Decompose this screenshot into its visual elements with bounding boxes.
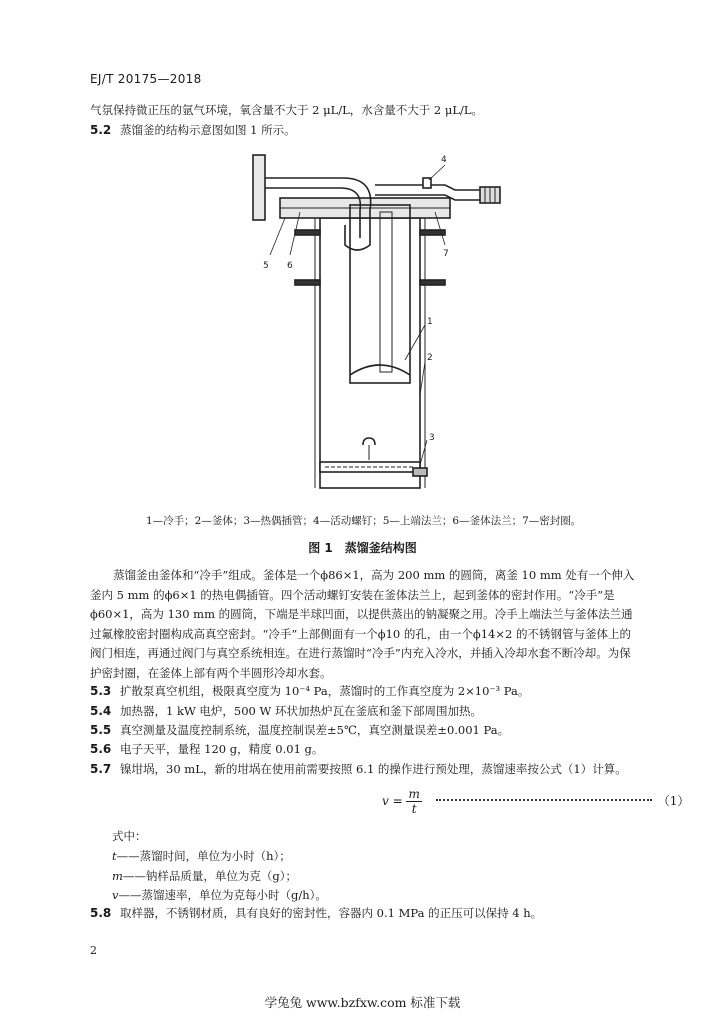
body-paragraph: 蒸馏釜由釜体和“冷手”组成。釜体是一个ϕ86×1，高为 200 mm 的圆筒，离釜 10 mm 处有一个伸入釜内 5 mm 的ϕ6×1 的热电偶插管。四个活动螺钉安装在釜体法兰上，起到釜体的密封作用。“冷手”是ϕ60×1，高为 130 mm 的圆筒，下端是半球凹面，以提供蒸出的钠凝聚之用。冷手上端法兰与釜体法兰通过氟橡胶密封圈构成高真空密封。“冷手”上部侧面有一个ϕ10 的孔，由一个ϕ14×2 的不锈钢管与釜体上的阀门相连，再通过阀门与真空系统相连。在进行蒸馏时“冷手”内充入冷水，并插入冷却水套不断冷却。为保护密封圈，在釜体上部有两个半圆形冷却水套。: [90, 568, 635, 680]
definition-m: [112, 866, 297, 886]
callout-4: 4: [441, 155, 447, 165]
callout-6: 6: [287, 261, 293, 271]
section-text: 蒸馏釜的结构示意图如图 1 所示。: [120, 123, 296, 137]
section-5-5: [90, 722, 650, 738]
section-text: 加热器，1 kW 电炉，500 W 环状加热炉瓦在釜底和釜下部周围加热。: [120, 704, 482, 718]
formula-lhs: v: [382, 794, 389, 808]
upper-flange: [253, 155, 265, 220]
still-structure-diagram: [245, 150, 510, 510]
callout-5: 5: [263, 261, 269, 271]
definition-text: ——蒸馏速率，单位为克每小时（g/h）。: [118, 888, 327, 902]
formula-denominator: t: [411, 802, 417, 816]
section-text: 取样器，不锈钢材质，具有良好的密封性，容器内 0.1 MPa 的正压可以保持 4 h。: [120, 906, 543, 920]
symbol: m: [112, 869, 123, 883]
callout-3: 3: [429, 433, 435, 443]
section-number: 5.8: [90, 906, 112, 920]
section-5-6: [90, 741, 650, 757]
definition-text: ——蒸馏时间，单位为小时（h）；: [116, 849, 291, 863]
section-5-2: [90, 120, 296, 140]
intro-line: 气氛保持微正压的氩气环境，氧含量不大于 2 μL/L，水含量不大于 2 μL/L。: [90, 103, 483, 117]
section-number: 5.6: [90, 742, 112, 756]
callout-1: 1: [427, 317, 433, 327]
definition-t: [112, 846, 291, 866]
section-5-4: [90, 703, 650, 719]
section-text: 电子天平，量程 120 g，精度 0.01 g。: [120, 742, 324, 756]
section-number: 5.3: [90, 684, 112, 698]
definition-v: [112, 885, 327, 905]
callout-2: 2: [427, 353, 433, 363]
symbol: v: [112, 888, 119, 902]
figure-caption: 1—冷手；2—釜体；3—热偶插管；4—活动螺钉；5—上端法兰；6—釜体法兰；7—密封圈。: [146, 515, 582, 527]
section-text: 真空测量及温度控制系统，温度控制误差±5℃，真空测量误差±0.001 Pa。: [120, 723, 510, 737]
section-text: 镍坩埚，30 mL，新的坩埚在使用前需要按照 6.1 的操作进行预处理，蒸馏速率按公式（1）计算。: [120, 762, 627, 776]
definition-text: ——钠样品质量，单位为克（g）；: [122, 869, 298, 883]
footer-watermark: 学兔兔 www.bzfxw.com 标准下载: [264, 995, 461, 1010]
section-number: 5.4: [90, 704, 112, 718]
document-header: EJ/T 20175—2018: [90, 72, 202, 86]
equation-number: （1）: [657, 794, 690, 808]
page-number: 2: [90, 944, 97, 957]
section-number: 5.5: [90, 723, 112, 737]
section-5-3: [90, 683, 650, 699]
section-5-7: [90, 761, 650, 777]
section-text: 扩散泵真空机组，极限真空度为 10⁻⁴ Pa，蒸馏时的工作真空度为 2×10⁻³ Pa。: [120, 684, 530, 698]
section-number: 5.2: [90, 123, 112, 137]
formula: v = $\frac{m}{t}$ （1）: [382, 787, 690, 816]
formula-numerator: m: [408, 787, 420, 801]
section-5-8: [90, 905, 650, 921]
section-number: 5.7: [90, 762, 112, 776]
symbol: t: [112, 849, 117, 863]
callout-7: 7: [443, 249, 449, 259]
vessel-body: [320, 218, 420, 488]
where-label: 式中：: [112, 829, 147, 843]
figure-title: 图 1 蒸馏釜结构图: [308, 541, 417, 555]
